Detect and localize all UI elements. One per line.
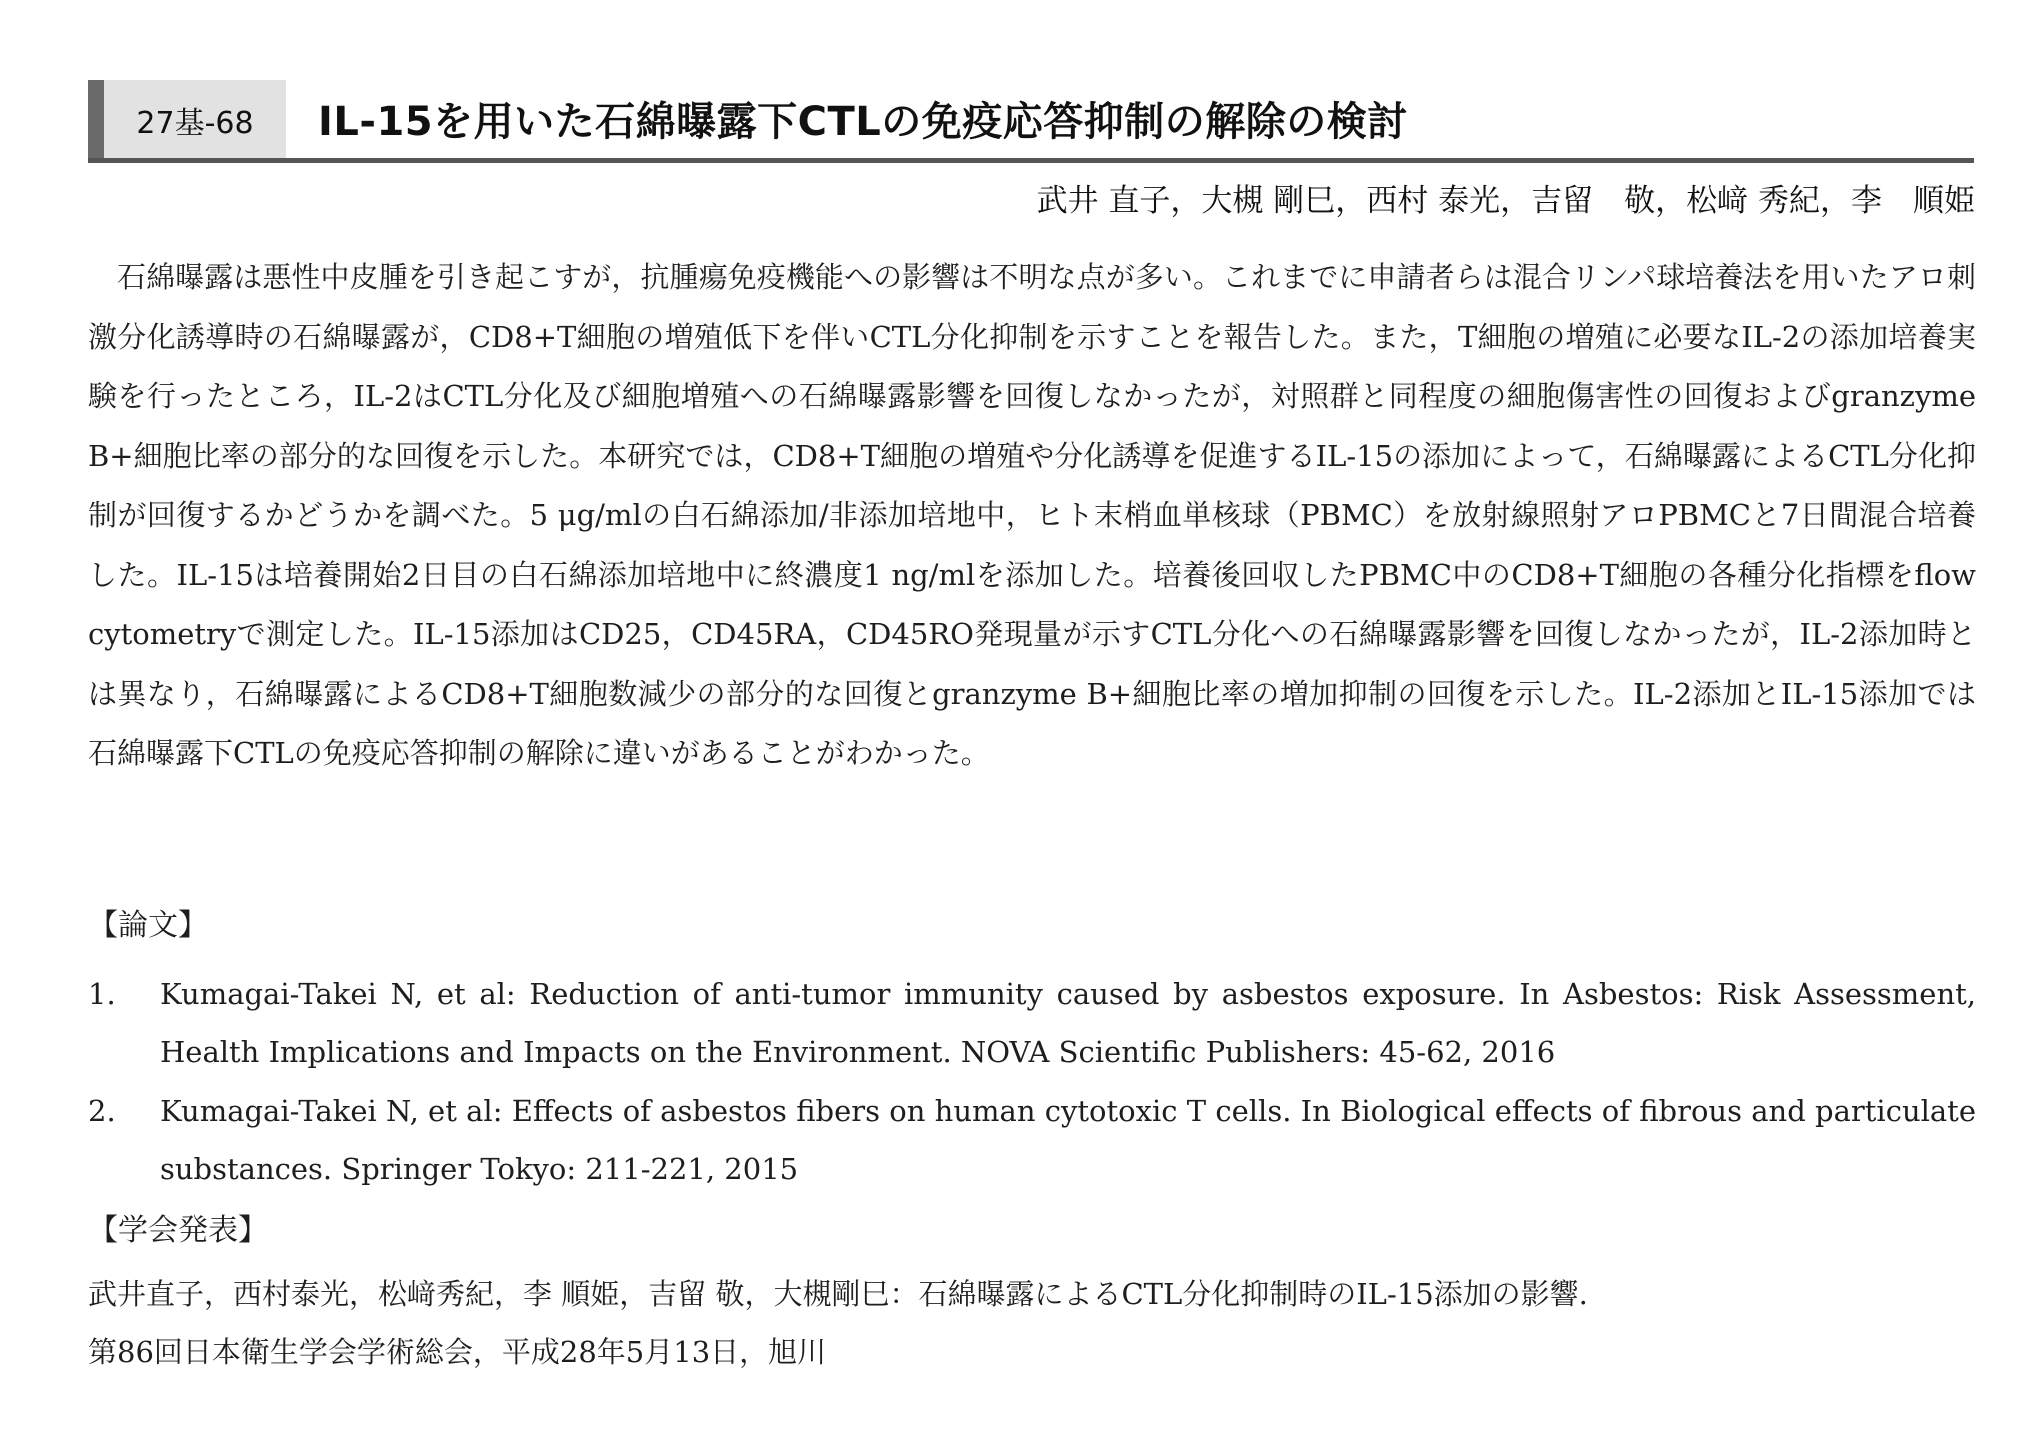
author-list: 武井 直子，大槻 剛巳，西村 泰光，吉留 敬，松﨑 秀紀，李 順姫 [1036, 183, 1975, 219]
reference-item [88, 1082, 1976, 1198]
header-underline [88, 158, 1974, 163]
presentation-entry [88, 1265, 1976, 1381]
abstract-paragraph: 石綿曝露は悪性中皮腫を引き起こすが，抗腫瘍免疫機能への影響は不明な点が多い。これまでに申請者らは混合リンパ球培養法を用いたアロ刺激分化誘導時の石綿曝露が，CD8+T細胞の増殖低下を伴いCTL分化抑制を示すことを報告した。また，T細胞の増殖に必要なIL-2の添加培養実験を行ったところ，IL-2はCTL分化及び細胞増殖への石綿曝露影響を回復しなかったが，対照群と同程度の細胞傷害性の回復およびgranzyme B+細胞比率の部分的な回復を示した。本研究では，CD8+T細胞の増殖や分化誘導を促進するIL-15の添加によって，石綿曝露によるCTL分化抑制が回復するかどうかを調べた。5 μg/mlの白石綿添加/非添加培地中，ヒト末梢血単核球（PBMC）を放射線照射アロPBMCと7日間混合培養した。IL-15は培養開始2日目の白石綿添加培地中に終濃度1 ng/mlを添加した。培養後回収したPBMC中のCD8+T細胞の各種分化指標をflow cytometryで測定した。IL-15添加はCD25，CD45RA，CD45RO発現量が示すCTL分化への石綿曝露影響を回復しなかったが，IL-2添加時とは異なり，石綿曝露によるCD8+T細胞数減少の部分的な回復とgranzyme B+細胞比率の増加抑制の回復を示した。IL-2添加とIL-15添加では石綿曝露下CTLの免疫応答抑制の解除に違いがあることがわかった。 [88, 260, 1976, 770]
presentations-heading: 【学会発表】 [88, 1213, 268, 1248]
presentation-line: 武井直子，西村泰光，松﨑秀紀，李 順姫，吉留 敬，大槻剛巳：石綿曝露によるCTL分化抑制時のIL-15添加の影響. [88, 1277, 1588, 1311]
article-id-box [104, 80, 286, 160]
papers-heading: 【論文】 [88, 908, 208, 943]
article-header [88, 76, 1974, 162]
header-accent-bar [88, 80, 104, 160]
presentation-line: 第86回日本衛生学会学術総会，平成28年5月13日，旭川 [88, 1335, 827, 1369]
article-id: 27基-68 [136, 106, 254, 141]
reference-text: Kumagai-Takei N, et al: Reduction of anti-tumor immunity caused by asbestos exposure. In Asbestos: Risk Assessment, Health Implications and Impacts on the Environment. NOVA Scientific Publishers: 45-62, 2016 [160, 977, 1976, 1069]
reference-text: Kumagai-Takei N, et al: Effects of asbestos fibers on human cytotoxic T cells. In Biological effects of fibrous and particulate substances. Springer Tokyo: 211-221, 2015 [160, 1094, 1976, 1186]
reference-number: 2. [88, 1094, 116, 1128]
reference-item [88, 965, 1976, 1081]
article-title: IL-15を用いた石綿曝露下CTLの免疫応答抑制の解除の検討 [318, 99, 1408, 145]
reference-list [88, 965, 1976, 1199]
reference-number: 1. [88, 977, 116, 1011]
